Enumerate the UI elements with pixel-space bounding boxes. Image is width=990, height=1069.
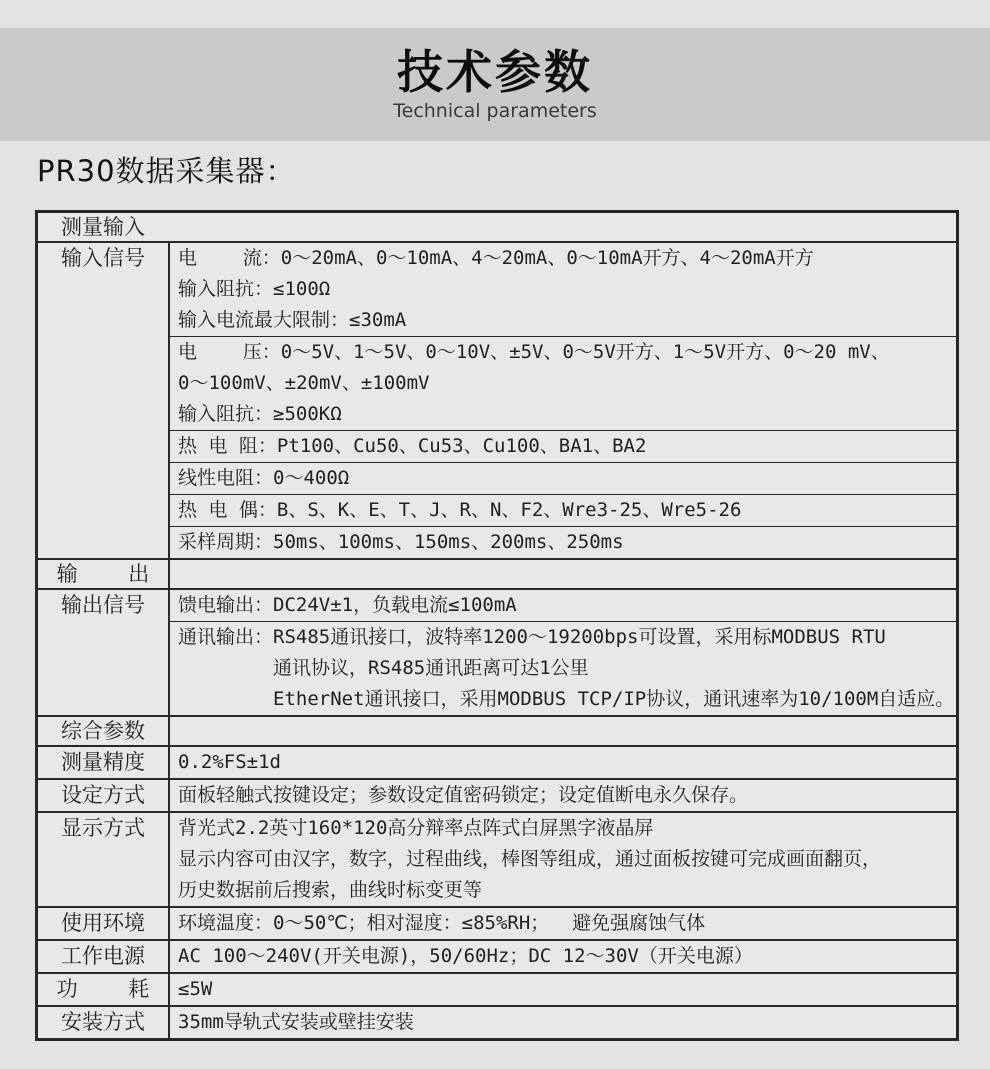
row-content — [168, 747, 956, 778]
spec-cell — [170, 1007, 956, 1038]
spec-line: 热 电 阻：Pt100、Cu50、Cu53、Cu100、BA1、BA2 — [178, 435, 647, 457]
table-row — [38, 778, 956, 811]
spec-cell — [170, 243, 956, 336]
row-label: 综合参数 — [61, 719, 145, 743]
table-row — [38, 558, 956, 588]
row-content — [168, 941, 956, 972]
table-row — [38, 213, 956, 241]
spec-table — [35, 210, 959, 1041]
spec-line: 电 流：0～20mA、0～10mA、4～20mA、0～10mA开方、4～20mA开方 — [178, 247, 814, 269]
spec-line: 线性电阻：0～400Ω — [178, 467, 350, 489]
row-label: 输入信号 — [61, 246, 145, 270]
row-label: 设定方式 — [61, 783, 145, 807]
spec-cell — [170, 941, 956, 972]
row-label: 显示方式 — [61, 816, 145, 840]
table-row — [38, 811, 956, 906]
row-label: 功 耗 — [56, 977, 150, 1001]
product-title: PR30数据采集器： — [37, 154, 296, 188]
spec-line: 0.2%FS±1d — [178, 751, 281, 773]
spec-cell — [170, 462, 956, 494]
page-title: 技术参数 — [397, 44, 593, 99]
spec-line: 0～100mV、±20mV、±100mV — [178, 372, 430, 394]
spec-cell — [170, 621, 956, 715]
spec-line: 通讯协议，RS485通讯距离可达1公里 — [273, 657, 589, 679]
spec-line: 热 电 偶：B、S、K、E、T、J、R、N、F2、Wre3-25、Wre5-26 — [178, 499, 742, 521]
spec-cell — [170, 590, 956, 621]
table-row — [38, 745, 956, 778]
table-row — [38, 939, 956, 972]
row-content — [168, 974, 956, 1005]
table-row — [38, 972, 956, 1005]
table-row — [38, 906, 956, 939]
spec-cell — [170, 974, 956, 1005]
row-label: 工作电源 — [61, 944, 145, 968]
row-label: 安装方式 — [61, 1010, 145, 1034]
row-content — [168, 717, 956, 745]
spec-line: ≤5W — [178, 978, 213, 1000]
table-row — [38, 241, 956, 558]
spec-cell — [170, 336, 956, 430]
spec-cell — [170, 780, 956, 811]
spec-cell — [170, 813, 956, 906]
spec-line: 电 压：0～5V、1～5V、0～10V、±5V、0～5V开方、1～5V开方、0～20 mV、 — [178, 341, 890, 363]
spec-line: EtherNet通讯接口，采用MODBUS TCP/IP协议，通讯速率为10/100M自适应。 — [273, 688, 955, 710]
row-content — [168, 243, 956, 558]
spec-line: 历史数据前后搜索，曲线时标变更等 — [178, 879, 483, 901]
header-band — [0, 28, 990, 141]
row-content — [168, 590, 956, 715]
row-content — [168, 1007, 956, 1038]
spec-line: 采样周期：50ms、100ms、150ms、200ms、250ms — [178, 531, 624, 553]
spec-line: 输入阻抗：≤100Ω — [178, 278, 331, 300]
row-label: 输出信号 — [61, 593, 145, 617]
spec-line: AC 100～240V(开关电源)，50/60Hz；DC 12～30V（开关电源） — [178, 945, 753, 967]
spec-line: 显示内容可由汉字，数字，过程曲线，棒图等组成，通过面板按键可完成画面翻页， — [178, 848, 882, 870]
page-subtitle: Technical parameters — [393, 100, 597, 123]
spec-line: 输入阻抗：≥500KΩ — [178, 403, 342, 425]
spec-line: 35mm导轨式安装或壁挂安装 — [178, 1011, 414, 1033]
spec-cell — [170, 430, 956, 462]
row-label: 使用环境 — [61, 911, 145, 935]
row-label: 测量输入 — [61, 215, 145, 239]
spec-line: 馈电输出：DC24V±1，负载电流≤100mA — [178, 594, 517, 616]
row-label: 输 出 — [56, 562, 150, 586]
row-content — [168, 780, 956, 811]
table-row — [38, 588, 956, 715]
spec-line: 背光式2.2英寸160*120高分辩率点阵式白屏黑字液晶屏 — [178, 817, 654, 839]
spec-line: 通讯输出：RS485通讯接口，波特率1200～19200bps可设置，采用标MODBUS RTU — [178, 626, 886, 648]
row-content — [168, 908, 956, 939]
row-label: 测量精度 — [61, 750, 145, 774]
row-content — [168, 813, 956, 906]
table-row — [38, 1005, 956, 1038]
spec-line: 面板轻触式按键设定；参数设定值密码锁定；设定值断电永久保存。 — [178, 784, 749, 806]
spec-cell — [170, 908, 956, 939]
spec-line: 输入电流最大限制：≤30mA — [178, 309, 407, 331]
spec-cell — [170, 526, 956, 558]
spec-cell — [170, 747, 956, 778]
row-content — [168, 560, 956, 588]
spec-line: 环境温度：0～50℃；相对湿度：≤85%RH； 避免强腐蚀气体 — [178, 912, 706, 934]
table-row — [38, 715, 956, 745]
spec-cell — [170, 494, 956, 526]
